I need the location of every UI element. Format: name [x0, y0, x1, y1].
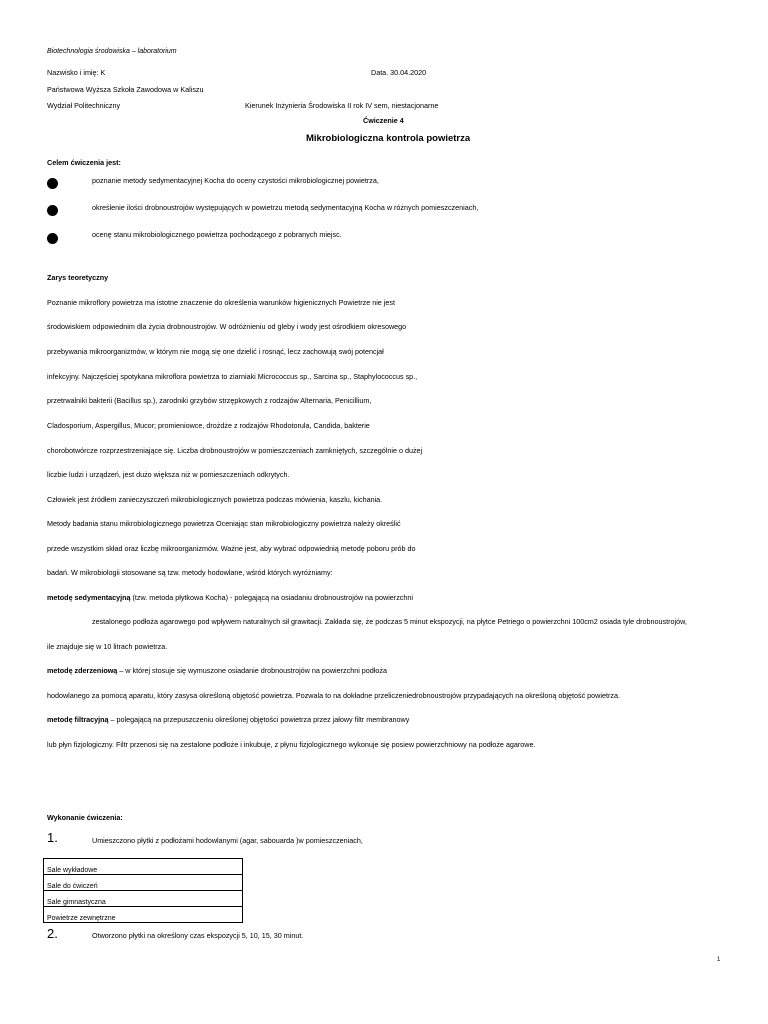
method-line: ile znajduje się w 10 litrach powietrza.: [47, 642, 168, 651]
method-name: metodę filtracyjną: [47, 715, 109, 724]
step-text: Umieszczono płytki z podłożami hodowlanymi (agar, sabouarda )w pomieszczeniach,: [92, 836, 363, 845]
school-name: Państwowa Wyższa Szkoła Zawodowa w Kaliszu: [47, 85, 204, 94]
method-line: lub płyn fizjologiczny. Filtr przenosi się na zestalone podłoże i inkubuje, z płynu fizjologicznego wykonuje się posiew powierzchniowy na podłoże agarowe.: [47, 740, 536, 749]
goals-heading: Celem ćwiczenia jest:: [47, 158, 121, 167]
theory-line: przede wszystkim skład oraz liczbę mikroorganizmów. Ważne jest, aby wybrać odpowiednią metodę poboru prób do: [47, 544, 416, 553]
goal-item: ocenę stanu mikrobiologicznego powietrza pochodzącego z pobranych miejsc.: [92, 230, 342, 239]
goal-item: określenie ilości drobnoustrojów występujących w powietrzu metodą sedymentacyjną Kocha w różnych pomieszczeniach,: [92, 203, 479, 212]
theory-line: Metody badania stanu mikrobiologicznego powietrza Oceniając stan mikrobiologiczny powietrza należy określić: [47, 519, 401, 528]
course-header: Biotechnologia środowiska – laboratorium: [47, 48, 177, 55]
method-impaction: [47, 666, 387, 675]
method-name: metodę sedymentacyjną: [47, 593, 131, 602]
method-line: hodowlanego za pomocą aparatu, który zasysa określoną objętość powietrza. Pozwala to na dokładne przeliczeniedrobnoustrojów przypadających na określoną objętość powietrza.: [47, 691, 620, 700]
exercise-number: Ćwiczenie 4: [363, 116, 404, 125]
method-sedimentation: [47, 593, 413, 602]
theory-line: przebywania mikroorganizmów, w którym nie mogą się one dzielić i rosnąć, lecz zachowują swój potencjał: [47, 347, 384, 356]
date-label: Data. 30.04.2020: [371, 68, 427, 77]
theory-line: Cladosporium, Aspergillus, Mucor; promieniowce, drożdże z rodzajów Rhodotorula, Candida, bakterie: [47, 421, 370, 430]
step-number: 1.: [47, 830, 58, 845]
theory-line: środowiskiem odpowiednim dla życia drobnoustrojów. W odróżnieniu od gleby i wody jest ośrodkiem okresowego: [47, 322, 407, 331]
goal-item: poznanie metody sedymentacyjnej Kocha do oceny czystości mikrobiologicznej powietrza,: [92, 176, 379, 185]
document-title: Mikrobiologiczna kontrola powietrza: [306, 133, 471, 144]
execution-heading: Wykonanie ćwiczenia:: [47, 813, 123, 822]
theory-line: Poznanie mikroflory powietrza ma istotne znaczenie do określenia warunków higienicznych Powietrze nie jest: [47, 298, 395, 307]
theory-heading: Zarys teoretyczny: [47, 273, 109, 282]
method-description: (tzw. metoda płytkowa Kocha) - polegającą na osiadaniu drobnoustrojów na powierzchni: [130, 593, 413, 602]
study-direction: Kierunek Inżynieria Środowiska II rok IV sem, niestacjonarne: [245, 101, 439, 110]
theory-line: badań. W mikrobiologii stosowane są tzw. metody hodowlane, wśród których wyróżniamy:: [47, 568, 333, 577]
table-cell: Sale do ćwiczeń: [44, 875, 243, 891]
faculty-name: Wydział Politechniczny: [47, 101, 121, 110]
method-description: – w której stosuje się wymuszone osiadanie drobnoustrojów na powierzchni podłoża: [117, 666, 387, 675]
bullet-icon: [47, 178, 58, 189]
method-line: zestalonego podłoża agarowego pod wpływem naturalnych sił grawitacji. Zakłada się, że podczas 5 minut ekspozycji, na płytce Petriego o powierzchni 100cm2 osiada tyle drobnoustrojów,: [92, 617, 687, 626]
bullet-icon: [47, 233, 58, 244]
theory-line: liczbie ludzi i urządzeń, jest dużo większa niż w pomieszczeniach odkrytych.: [47, 470, 290, 479]
table-cell: Sale wykładowe: [44, 859, 243, 875]
step-number: 2.: [47, 926, 58, 941]
student-name-label: Nazwisko i imię: K: [47, 68, 106, 77]
bullet-icon: [47, 205, 58, 216]
theory-line: chorobotwórcze rozprzestrzeniające się. Liczba drobnoustrojów w pomieszczeniach zamkniętych, szczególnie o dużej: [47, 446, 423, 455]
method-name: metodę zderzeniową: [47, 666, 118, 675]
method-filtration: [47, 715, 409, 724]
method-description: – polegającą na przepuszczeniu określonej objętości powietrza przez jałowy filtr membranowy: [108, 715, 410, 724]
theory-line: przetrwalniki bakterii (Bacillus sp.), zarodniki grzybów strzępkowych z rodzajów Alternaria, Penicillium,: [47, 396, 372, 405]
theory-line: Człowiek jest źródłem zanieczyszczeń mikrobiologicznych powietrza podczas mówienia, kaszlu, kichania.: [47, 495, 383, 504]
step-text: Otworzono płytki na określony czas ekspozycji 5, 10, 15, 30 minut.: [92, 931, 304, 940]
rooms-table: [43, 858, 243, 923]
page-number: 1: [717, 957, 721, 963]
table-cell: Sale gimnastyczna: [44, 891, 243, 907]
table-cell: Powietrze zewnętrzne: [44, 907, 243, 923]
theory-line: infekcyjny. Najczęściej spotykana mikroflora powietrza to ziarniaki Micrococcus sp., Sarcina sp., Staphylococcus sp.,: [47, 372, 418, 381]
